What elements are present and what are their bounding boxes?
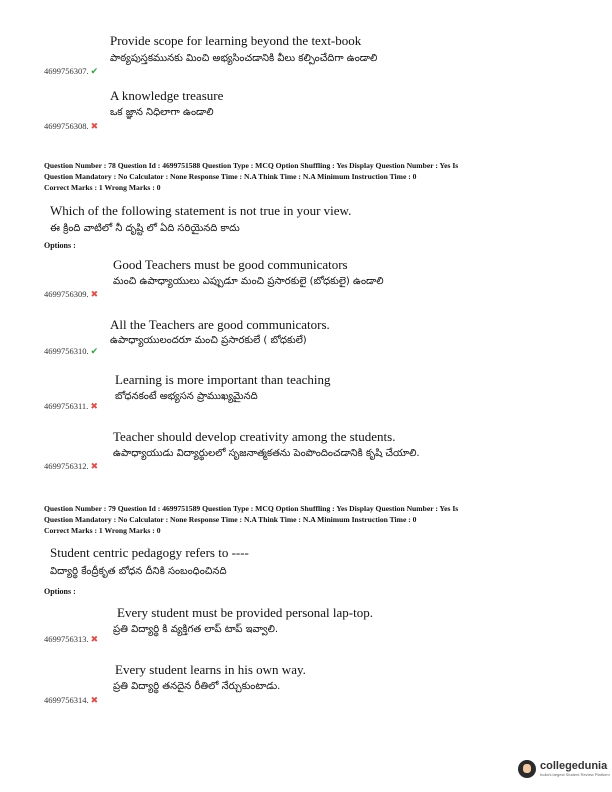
correct-check-icon: ✔: [90, 66, 99, 76]
option-text-en: A knowledge treasure: [110, 88, 224, 103]
option-text-te: ఉపాధ్యాయులందరూ మంచి ప్రసారకులే ( బోధకులే): [110, 335, 307, 346]
question-text-en: Student centric pedagogy refers to ----: [50, 545, 249, 560]
option-text-te: మంచి ఉపాధ్యాయులు ఎప్పుడూ మంచి ప్రసారకులై (బోధకులై) ఉండాలి: [113, 276, 384, 287]
question-text-en: Which of the following statement is not true in your view.: [50, 203, 352, 218]
collegedunia-logo: [518, 760, 610, 778]
question-meta: Question Number : 78 Question Id : 4699751588 Question Type : MCQ Option Shuffling : Yes Display Question Number : Yes Is Question Mandatory : No Calculator : None Response Time : N.A Think Time : N.A Minimum Instruction Time : 0 Correct Marks : 1 Wrong Marks : 0: [44, 161, 459, 192]
option-text-en: Provide scope for learning beyond the text-book: [110, 33, 362, 48]
option-text-en: Every student must be provided personal lap-top.: [117, 605, 373, 620]
option-text-en: Teacher should develop creativity among the students.: [113, 429, 396, 444]
logo-tagline: India's largest Student Review Platform: [540, 771, 610, 777]
wrong-cross-icon: ✖: [90, 461, 99, 471]
option-text-te: పాఠ్యపుస్తకమునకు మించి అభ్యసించడానికి వీలు కల్పించేదిగా ఉండాలి: [110, 53, 378, 64]
option-text-en: Learning is more important than teaching: [115, 372, 331, 387]
option-text-te: ఒక జ్ఞాన నిధిలాగా ఉండాలి: [110, 107, 214, 118]
question-meta: Question Number : 79 Question Id : 4699751589 Question Type : MCQ Option Shuffling : Yes Display Question Number : Yes Is Question Mandatory : No Calculator : None Response Time : N.A Think Time : N.A Minimum Instruction Time : 0 Correct Marks : 1 Wrong Marks : 0: [44, 504, 459, 535]
option-id: 4699756308. ✖: [44, 121, 99, 131]
option-text-te: ప్రతి విద్యార్థి కి వ్యక్తిగత లాప్ టాప్ ఇవ్వాలి.: [113, 624, 279, 635]
wrong-cross-icon: ✖: [90, 634, 99, 644]
options-label: Options :: [44, 241, 76, 250]
option-text-en: All the Teachers are good communicators.: [110, 317, 330, 332]
wrong-cross-icon: ✖: [90, 121, 99, 131]
option-id: 4699756312. ✖: [44, 461, 99, 471]
option-text-te: ఉపాధ్యాయుడు విద్యార్థులలో సృజనాత్మకతను పెంపొందించడానికి కృషి చేయాలి.: [113, 448, 420, 459]
wrong-cross-icon: ✖: [90, 401, 98, 411]
logo-avatar-icon: [518, 760, 536, 778]
option-id: 4699756314. ✖: [44, 695, 99, 705]
option-id: 4699756309. ✖: [44, 289, 99, 299]
logo-name: collegedunia: [540, 759, 608, 772]
option-id: 4699756310. ✔: [44, 346, 99, 356]
option-id: 4699756307. ✔: [44, 66, 99, 76]
option-text-en: Every student learns in his own way.: [115, 662, 306, 677]
option-id: 4699756311. ✖: [44, 401, 98, 411]
option-id: 4699756313. ✖: [44, 634, 99, 644]
wrong-cross-icon: ✖: [90, 695, 99, 705]
question-text-te: ఈ క్రింది వాటిలో నీ దృష్టి లో ఏది సరియైనది కాదు: [50, 223, 240, 234]
option-text-en: Good Teachers must be good communicators: [113, 257, 348, 272]
wrong-cross-icon: ✖: [90, 289, 99, 299]
option-text-te: బోధనకంటే అభ్యసన ప్రాముఖ్యమైనది: [115, 391, 258, 402]
correct-check-icon: ✔: [90, 346, 99, 356]
option-text-te: ప్రతి విద్యార్థి తనదైన రీతిలో నేర్చుకుంటాడు.: [113, 681, 281, 692]
question-text-te: విద్యార్థి కేంద్రీకృత బోధన దీనికి సంబంధించినది: [50, 566, 227, 577]
options-label: Options :: [44, 587, 76, 596]
